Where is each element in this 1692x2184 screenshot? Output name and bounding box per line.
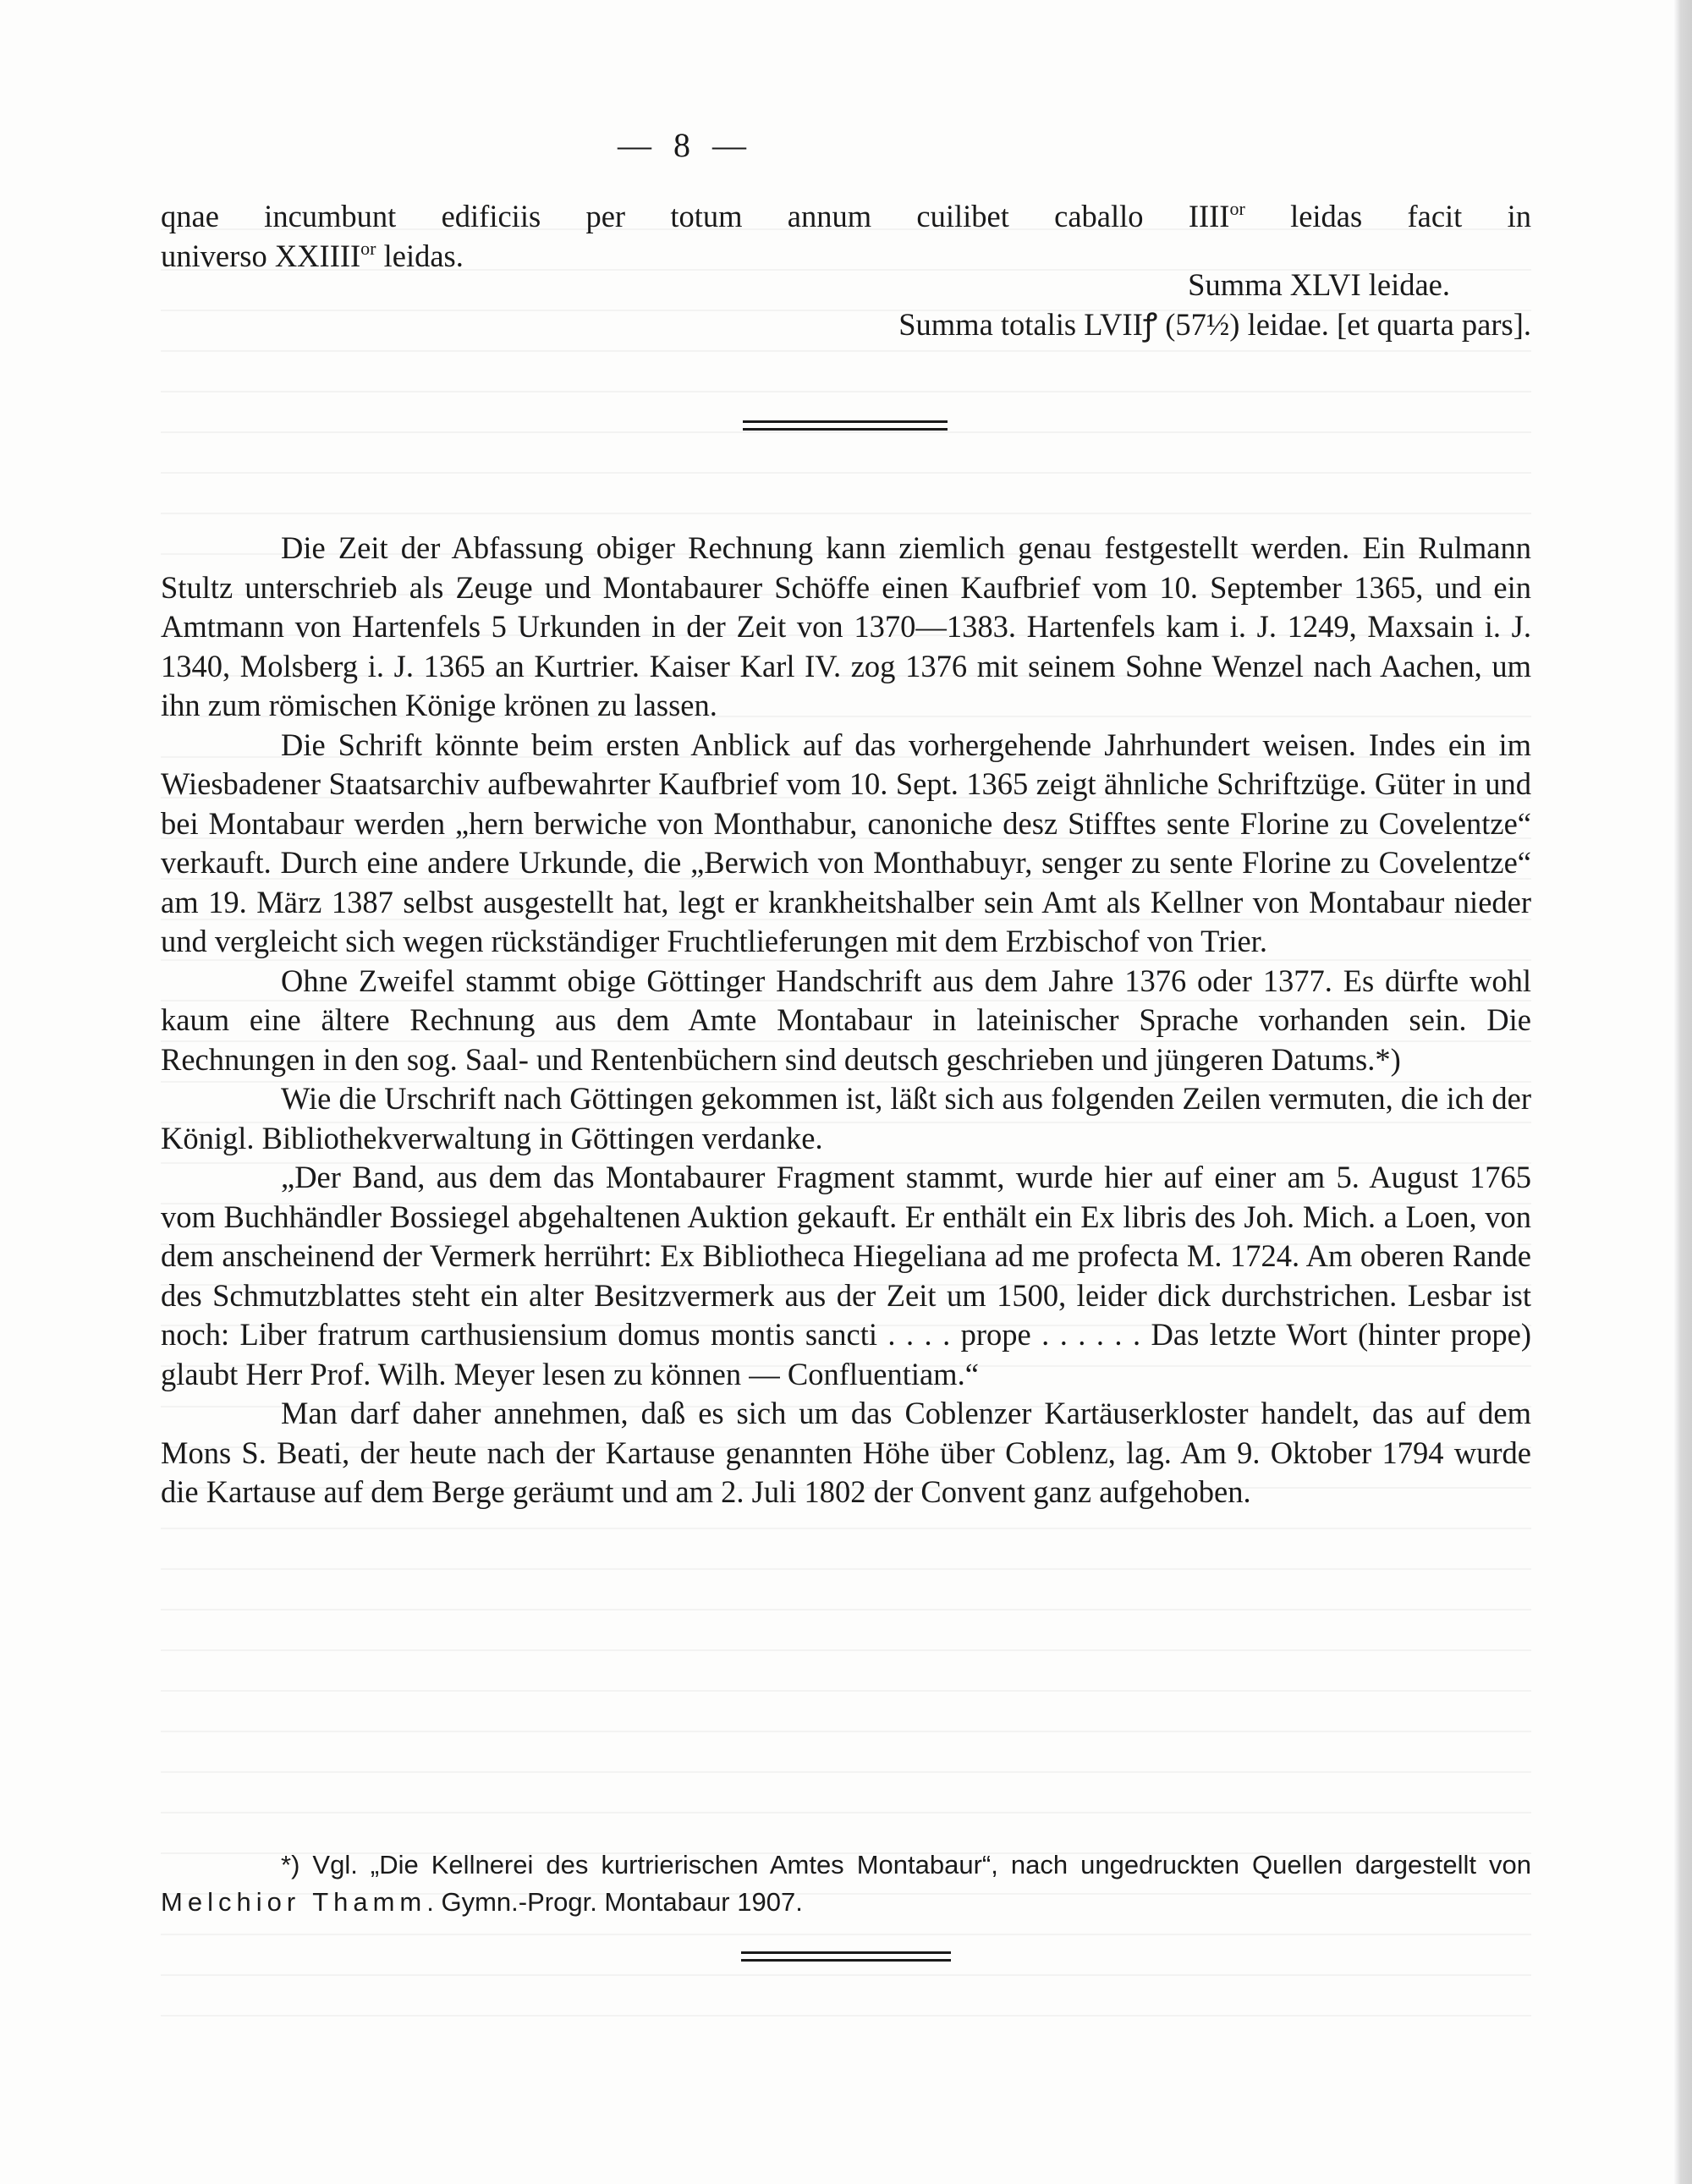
footnote [161, 1847, 1531, 1921]
top-block [161, 197, 1531, 344]
end-divider [741, 1951, 951, 1954]
section-divider [743, 420, 948, 423]
paragraph-6: Man darf daher annehmen, daß es sich um das Coblenzer Kartäuserkloster handelt, das auf dem Mons S. Beati, der heute nach der Kartause genannten Höhe über Coblenz, lag. Am 9. Oktober 1794 wurde die Kartause auf dem Berge geräumt und am 2. Juli 1802 der Convent ganz aufgehoben. [161, 1396, 1531, 1509]
top-line-1-a: qnae incumbunt edificiis per totum annum cuilibet caballo IIII [161, 199, 1230, 233]
paragraph-2: Die Schrift könnte beim ersten Anblick auf das vorhergehende Jahrhundert weisen. Indes ein im Wiesbadener Staatsarchiv aufbewahrter Kaufbrief vom 10. Sept. 1365 zeigt ähnliche Schriftzüge. Güter in und bei Montabaur werden „hern berwiche von Monthabur, canoniche desz Stifftes sente Florine zu Covelentze“ verkauft. Durch eine andere Urkunde, die „Berwich von Monthabuyr, senger zu sente Florine zu Covelentze“ am 19. März 1387 selbst ausgestellt hat, legt er krankheitshalber sein Amt als Kellner von Montabaur nieder und vergleicht sich wegen rückständiger Fruchtlieferungen mit dem Erzbischof von Trier. [161, 727, 1531, 958]
footnote-author: Melchior Thamm [161, 1887, 427, 1917]
paragraph-4: Wie die Urschrift nach Göttingen gekommen ist, läßt sich aus folgenden Zeilen vermuten, die ich der Königl. Bibliothekverwaltung in Göttingen verdanke. [161, 1081, 1531, 1155]
paragraph-5: „Der Band, aus dem das Montabaurer Fragment stammt, wurde hier auf einer am 5. August 1765 vom Buchhändler Bossiegel abgehaltenen Auktion gekauft. Er enthält ein Ex libris des Joh. Mich. a Loen, von dem anscheinend der Vermerk herrührt: Ex Bibliotheca Hiegeliana ad me profecta M. 1724. Am oberen Rande des Schmutzblattes steht ein alter Besitzvermerk aus der Zeit um 1500, leider dick durchstrichen. Lesbar ist noch: Liber fratrum carthusiensium domus montis sancti . . . . prope . . . . . . Das letzte Wort (hinter prope) glaubt Herr Prof. Wilh. Meyer lesen zu können — Confluentiam.“ [161, 1160, 1531, 1391]
paragraph-1: Die Zeit der Abfassung obiger Rechnung kann ziemlich genau festgestellt werden. Ein Rulmann Stultz unterschrieb als Zeuge und Montabaurer Schöffe einen Kaufbrief vom 10. September 1365, und ein Amtmann von Hartenfels 5 Urkunden in der Zeit von 1370—1383. Hartenfels kam i. J. 1249, Maxsain i. J. 1340, Molsberg i. J. 1365 an Kurtrier. Kaiser Karl IV. zog 1376 mit seinem Sohne Wenzel nach Aachen, um ihn zum römischen Könige krönen zu lassen. [161, 530, 1531, 722]
footnote-text-b: . Gymn.-Progr. Montabaur 1907. [426, 1887, 803, 1917]
top-line-1-b: leidas facit in [1244, 199, 1531, 233]
top-line-1 [161, 197, 1531, 237]
top-line-2-b: leidas. [376, 238, 464, 273]
top-line-1-sup: or [1229, 198, 1245, 219]
paragraph-3: Ohne Zweifel stammt obige Göttinger Handschrift aus dem Jahre 1376 oder 1377. Es dürfte wohl kaum eine ältere Rechnung aus dem Amte Montabaur in lateinischer Sprache vorhanden sein. Die Rechnungen in den sog. Saal- und Rentenbüchern sind deutsch geschrieben und jüngeren Datums.*) [161, 963, 1531, 1077]
summa-line: Summa XLVI leidae. [1188, 267, 1450, 302]
top-line-2-a: universo XXIIII [161, 238, 361, 273]
page-number: — 8 — [618, 126, 753, 164]
summa-totalis-line: Summa totalis LVIIꝭ (57½) leidae. [et quarta pars]. [898, 306, 1531, 342]
page-edge-shadow [1673, 0, 1692, 2184]
footnote-text-a: *) Vgl. „Die Kellnerei des kurtrierischen Amtes Montabaur“, nach ungedruckten Quellen dargestellt von [281, 1850, 1531, 1879]
commentary [161, 529, 1531, 1512]
top-line-2-sup: or [360, 237, 376, 259]
